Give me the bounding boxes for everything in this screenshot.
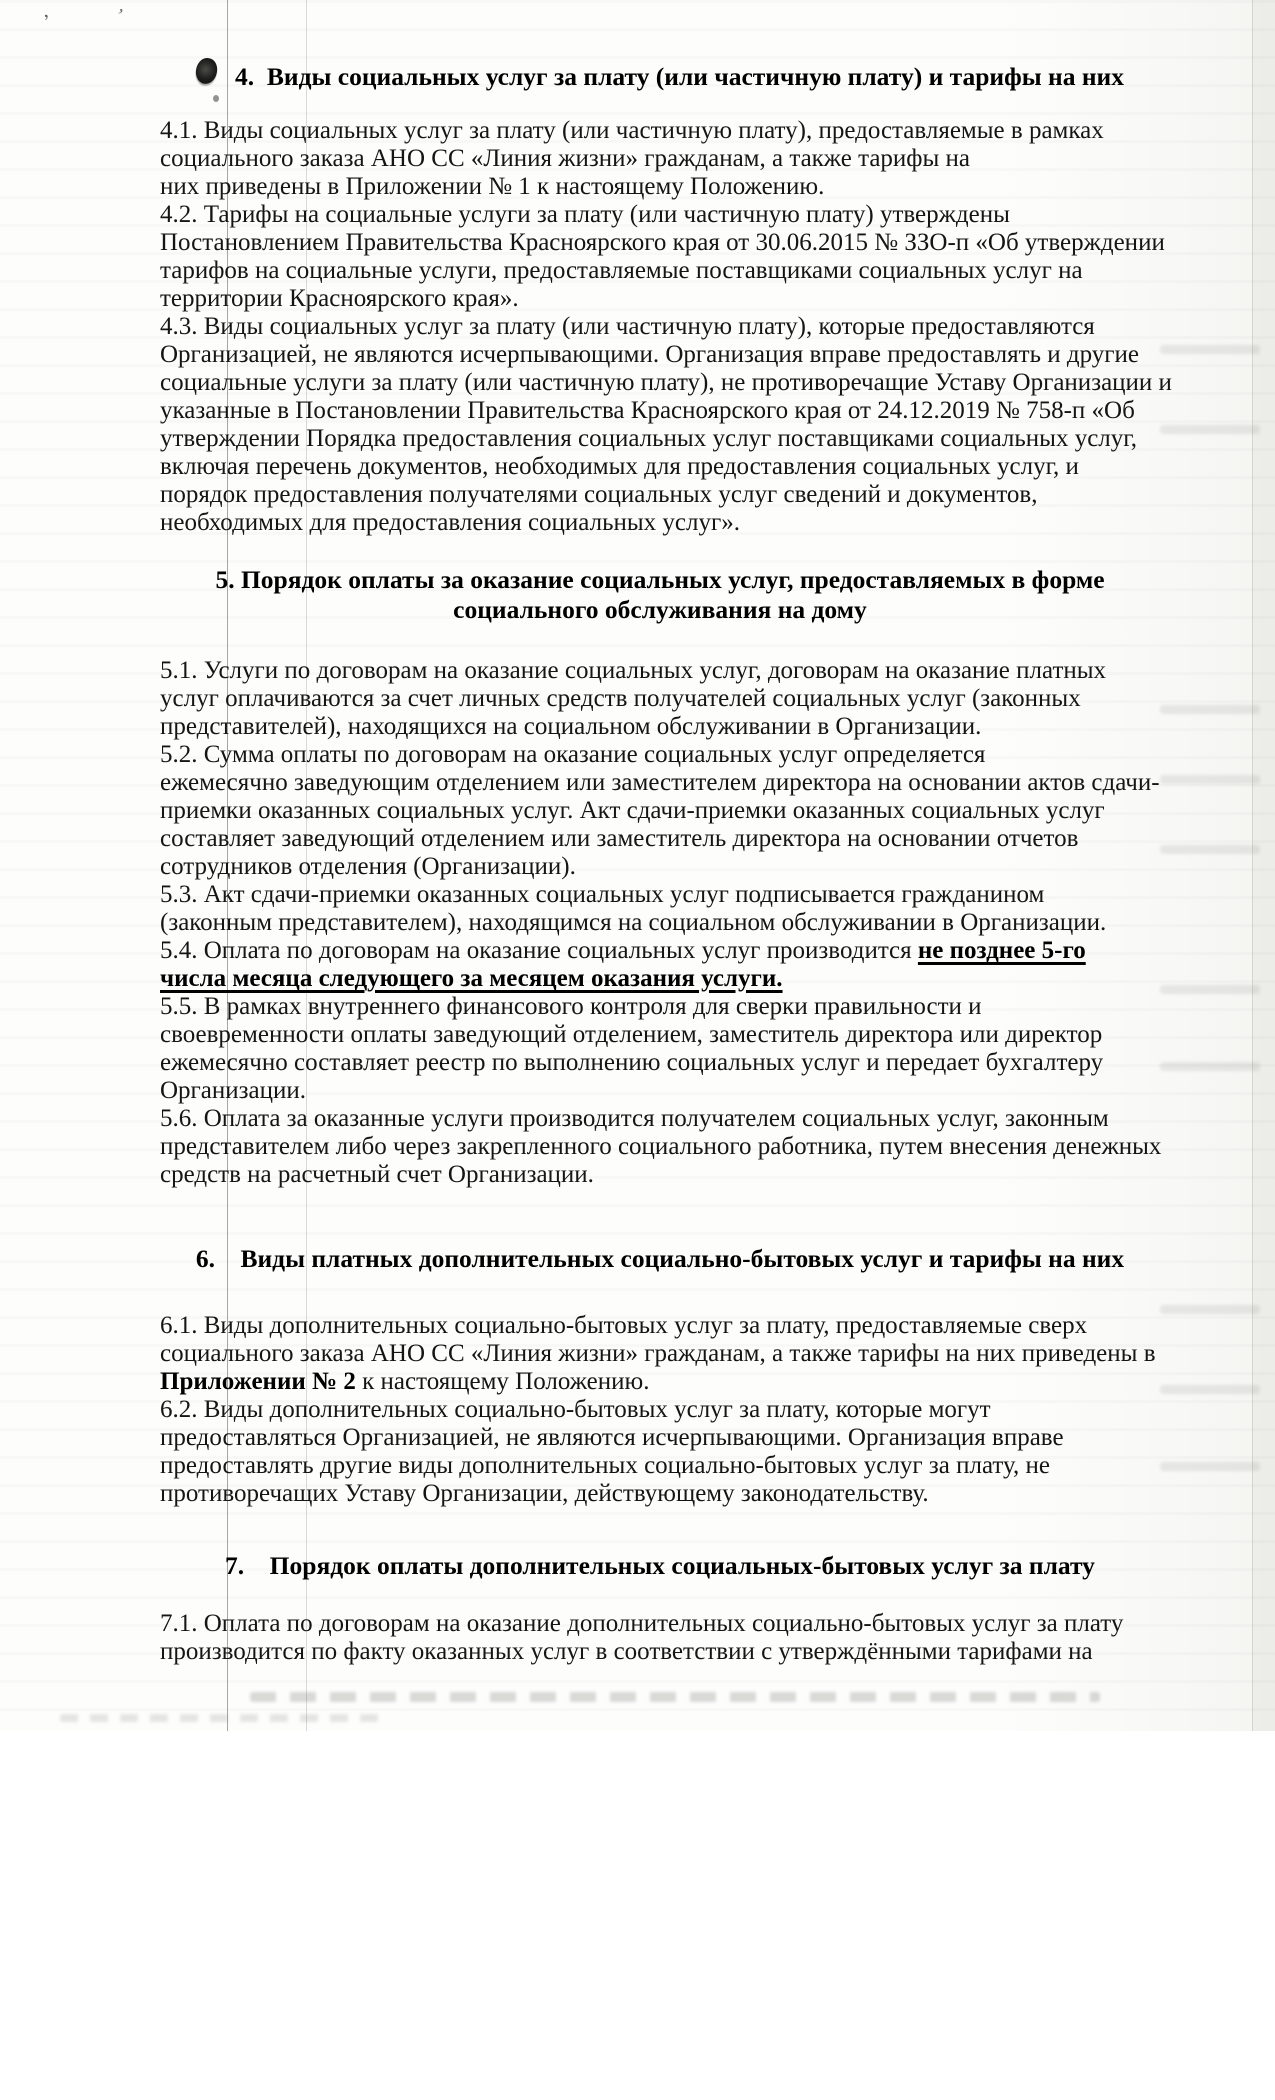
scan-artifact (250, 1692, 1100, 1702)
pen-mark: ’ (41, 10, 53, 34)
text-line (160, 685, 1160, 713)
text-segment: указанные в Постановлении Правительства Красноярского края от 24.12.2019 № 758-п «Об (160, 397, 1135, 424)
text-line (160, 369, 1172, 397)
text-segment: средств на расчетный счет Организации. (160, 1161, 594, 1188)
text-line (160, 425, 1160, 453)
text-segment: услуг оплачиваются за счет личных средств получателей социальных услуг (законных (160, 685, 1081, 712)
text-line (160, 341, 1160, 369)
section-7-body (160, 1610, 1160, 1666)
text-segment: 5.3. Акт сдачи-приемки оказанных социальных услуг подписывается гражданином (160, 881, 1045, 908)
text-segment: тарифов на социальные услуги, предоставляемые поставщиками социальных услуг на (160, 257, 1083, 284)
text-segment: 5.4. Оплата по договорам на оказание социальных услуг производится (160, 937, 918, 964)
text-segment: предоставлять другие виды дополнительных социально-бытовых услуг за плату, не (160, 1452, 1050, 1479)
section-4-body (160, 117, 1172, 537)
text-line (160, 1368, 1160, 1396)
text-segment: 5.1. Услуги по договорам на оказание социальных услуг, договорам на оказание платных (160, 657, 1107, 684)
text-segment: сотрудников отделения (Организации). (160, 853, 576, 880)
text-line (160, 1105, 1160, 1133)
scan-edge-band (1252, 0, 1275, 1731)
section-5-heading (160, 565, 1160, 625)
text-segment: 4.3. Виды социальных услуг за плату (или частичную плату), которые предоставляются (160, 313, 1095, 340)
scan-artifact (1160, 345, 1260, 354)
text-segment: ежемесячно составляет реестр по выполнению социальных услуг и передает бухгалтеру (160, 1049, 1104, 1076)
text-line (160, 881, 1160, 909)
section-4-heading (160, 62, 1160, 92)
text-segment: включая перечень документов, необходимых для предоставления социальных услуг, и (160, 453, 1079, 480)
text-line (160, 1049, 1160, 1077)
text-segment: Постановлением Правительства Красноярского края от 30.06.2015 № ЗЗО-п «Об утверждении (160, 229, 1165, 256)
text-line (160, 937, 1160, 965)
text-line (160, 1480, 1160, 1508)
text-line (160, 145, 1160, 173)
scan-artifact (1160, 775, 1260, 784)
section-7-heading (160, 1551, 1160, 1581)
text-segment: представителем либо через закрепленного социального работника, путем внесения денежных (160, 1133, 1162, 1160)
scan-artifact (1160, 1462, 1260, 1471)
text-line (160, 1312, 1160, 1340)
text-line (160, 397, 1160, 425)
text-segment: противоречащих Уставу Организации, действующему законодательству. (160, 1480, 929, 1507)
document-text (160, 0, 1172, 1666)
text-line (160, 1077, 1160, 1105)
scan-artifact (1160, 705, 1260, 714)
text-line (160, 1244, 1160, 1274)
text-segment: 6.2. Виды дополнительных социально-бытовых услуг за плату, которые могут (160, 1396, 991, 1423)
text-segment: 4.2. Тарифы на социальные услуги за плату (или частичную плату) утверждены (160, 201, 1010, 228)
text-line (160, 741, 1160, 769)
text-segment: 5.5. В рамках внутреннего финансового контроля для сверки правильности и (160, 993, 982, 1020)
text-line (160, 1452, 1160, 1480)
text-line (160, 1021, 1160, 1049)
text-line (160, 909, 1160, 937)
text-segment: производится по факту оказанных услуг в соответствии с утверждёнными тарифами на (160, 1638, 1093, 1665)
text-line (160, 993, 1160, 1021)
text-segment-bold: 6. Виды платных дополнительных социально-бытовых услуг и тарифы на них (195, 1244, 1125, 1273)
text-line (160, 713, 1160, 741)
text-segment: социальные услуги за плату (или частичную плату), не противоречащие Уставу Организации и (160, 369, 1172, 396)
text-line (160, 1133, 1160, 1161)
text-line (160, 657, 1160, 685)
section-6-body (160, 1312, 1160, 1508)
text-segment-bold: 5. Порядок оплаты за оказание социальных услуг, предоставляемых в форме (215, 565, 1105, 594)
text-segment: 6.1. Виды дополнительных социально-бытовых услуг за плату, предоставляемые сверх (160, 1312, 1088, 1339)
text-line (160, 965, 1160, 993)
text-segment: предоставляться Организацией, не являются исчерпывающими. Организация вправе (160, 1424, 1064, 1451)
scan-artifact (1160, 845, 1260, 854)
text-line (160, 201, 1160, 229)
scan-artifact (1160, 985, 1260, 994)
text-segment-bold: социального обслуживания на дому (453, 595, 867, 624)
text-line (235, 62, 1160, 92)
text-segment: к настоящему Положению. (355, 1368, 650, 1395)
text-line (160, 229, 1165, 257)
text-segment: своевременности оплаты заведующий отделением, заместитель директора или директор (160, 1021, 1103, 1048)
text-segment: представителей), находящихся на социальном обслуживании в Организации. (160, 713, 982, 740)
text-line (160, 1396, 1160, 1424)
text-line (160, 595, 1160, 625)
text-line (160, 1424, 1160, 1452)
text-segment: 5.6. Оплата за оказанные услуги производится получателем социальных услуг, законным (160, 1105, 1109, 1132)
text-segment: порядок предоставления получателями социальных услуг сведений и документов, (160, 481, 1038, 508)
scan-artifact (1160, 1305, 1260, 1314)
text-segment: территории Красноярского края». (160, 285, 519, 312)
pen-mark: ’ (112, 4, 126, 28)
scan-artifact (1160, 1385, 1260, 1394)
text-segment: приемки оказанных социальных услуг. Акт сдачи-приемки оказанных социальных услуг (160, 797, 1105, 824)
text-line (160, 453, 1160, 481)
scan-artifact (1160, 425, 1260, 434)
text-segment-bold: Приложении № 2 (160, 1368, 356, 1395)
text-segment: (законным представителем), находящимся на социальном обслуживании в Организации. (160, 909, 1107, 936)
text-line (160, 825, 1160, 853)
text-line (160, 1340, 1160, 1368)
text-segment: социального заказа АНО СС «Линия жизни» гражданам, а также тарифы на них приведены в (160, 1340, 1156, 1367)
text-line (160, 1551, 1160, 1581)
text-segment: 5.2. Сумма оплаты по договорам на оказание социальных услуг определяется (160, 741, 986, 768)
scan-artifact (1160, 1062, 1260, 1071)
text-line (160, 1638, 1160, 1666)
text-line (160, 769, 1160, 797)
text-line (160, 797, 1160, 825)
text-segment: необходимых для предоставления социальных услуг». (160, 509, 740, 536)
text-line (160, 1610, 1160, 1638)
text-segment-bold: 7. Порядок оплаты дополнительных социальных-бытовых услуг за плату (225, 1551, 1095, 1580)
text-segment-bold: 4. Виды социальных услуг за плату (или частичную плату) и тарифы на них (235, 62, 1124, 91)
text-line (160, 313, 1160, 341)
scan-artifact (60, 1714, 390, 1722)
text-segment: них приведены в Приложении № 1 к настоящему Положению. (160, 173, 825, 200)
text-line (160, 257, 1160, 285)
text-segment: социального заказа АНО СС «Линия жизни» гражданам, а также тарифы на (160, 145, 971, 172)
text-segment: ежемесячно заведующим отделением или заместителем директора на основании актов сдачи- (160, 769, 1160, 796)
text-line (160, 853, 1160, 881)
text-line (160, 1161, 1160, 1189)
text-line (160, 565, 1160, 595)
text-line (160, 117, 1160, 145)
text-segment: составляет заведующий отделением или заместитель директора на основании отчетов (160, 825, 1079, 852)
text-segment: Организации. (160, 1077, 307, 1104)
text-segment-bold: не позднее 5-го (917, 937, 1086, 964)
section-6-heading (160, 1244, 1160, 1274)
text-segment: 4.1. Виды социальных услуг за плату (или частичную плату), предоставляемые в рамках (160, 117, 1104, 144)
text-segment: утверждении Порядка предоставления социальных услуг поставщиками социальных услуг, (160, 425, 1137, 452)
text-segment: Организацией, не являются исчерпывающими. Организация вправе предоставлять и другие (160, 341, 1139, 368)
text-segment: 7.1. Оплата по договорам на оказание дополнительных социально-бытовых услуг за плату (160, 1610, 1124, 1637)
text-line (160, 285, 1160, 313)
text-line (160, 481, 1160, 509)
text-line (160, 173, 1160, 201)
section-5-body (160, 657, 1160, 1189)
text-segment-bold: числа месяца следующего за месяцем оказания услуги. (160, 965, 783, 992)
text-line (160, 509, 1160, 537)
